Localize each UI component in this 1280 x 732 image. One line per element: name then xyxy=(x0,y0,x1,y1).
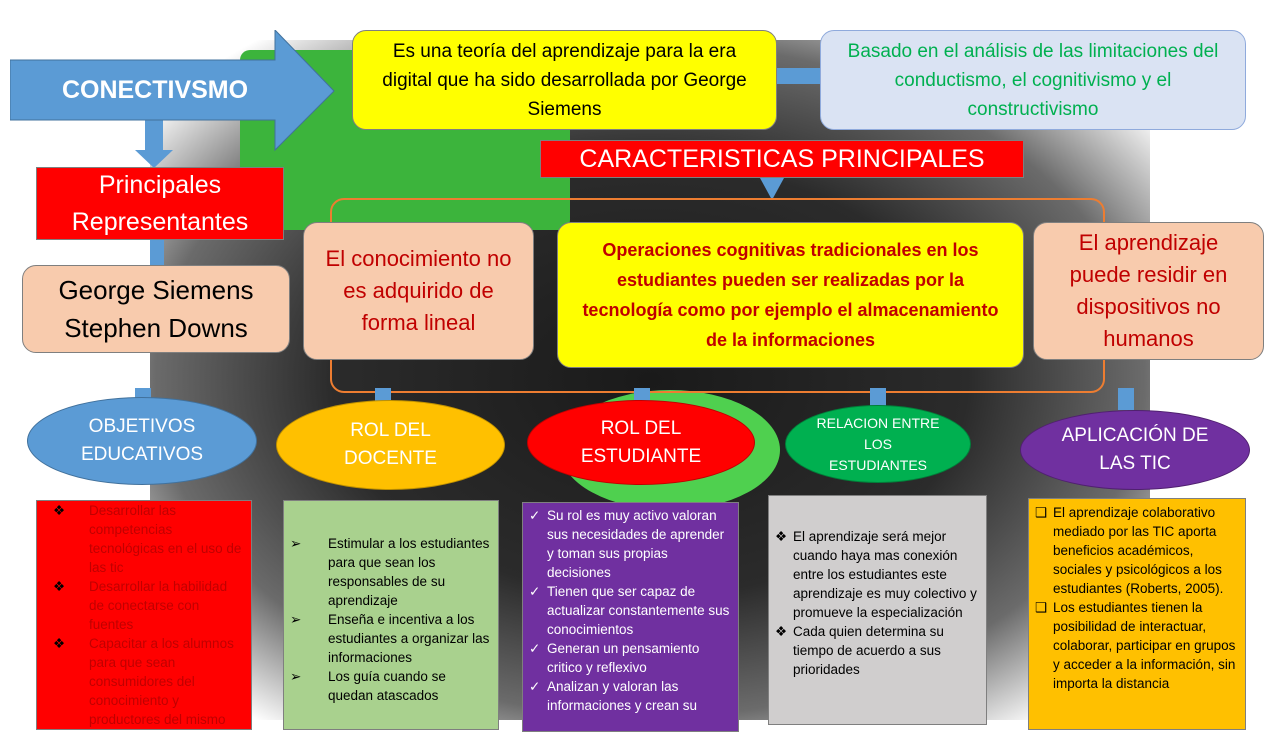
list-item: ❖ Capacitar a los alumnos para que sean consumidores del conocimiento y productores del mismo xyxy=(53,636,234,727)
list-item: ✓ Analizan y valoran las informaciones y crean su xyxy=(529,679,698,713)
relacion-list xyxy=(768,495,987,725)
category-relacion: RELACION ENTRE LOS ESTUDIANTES xyxy=(785,405,971,483)
list-item: ➢ Los guía cuando se quedan atascados xyxy=(290,669,446,703)
category-objetivos: OBJETIVOS EDUCATIVOS xyxy=(27,397,257,485)
connector xyxy=(777,68,821,84)
characteristic-box: El aprendizaje puede residir en dispositivos no humanos xyxy=(1033,222,1264,360)
list-item: ❖ El aprendizaje será mejor cuando haya mas conexión entre los estudiantes este aprendizaje es muy colectivo y promueve la especialización xyxy=(775,529,977,620)
characteristic-box: Operaciones cognitivas tradicionales en los estudiantes pueden ser realizadas por la tecnología como por ejemplo el almacenamiento de la informaciones xyxy=(557,222,1024,368)
list-item: ➢ Estimular a los estudiantes para que sean los responsables de su aprendizaje xyxy=(290,536,490,608)
category-rol-estudiante: ROL DEL ESTUDIANTE xyxy=(527,400,755,485)
title: CONECTIVSMO xyxy=(61,75,249,104)
list-item: ❖ Cada quien determina su tiempo de acuerdo a sus prioridades xyxy=(775,624,944,677)
objetivos-list xyxy=(36,500,252,730)
connector-arrow xyxy=(135,150,173,168)
list-item: ❖ Desarrollar las competencias tecnológicas en el uso de las tic xyxy=(53,503,242,575)
list-item: ❖ Desarrollar la habilidad de conectarse con fuentes xyxy=(53,579,228,632)
rol-estudiante-list xyxy=(522,502,739,732)
category-rol-docente: ROL DEL DOCENTE xyxy=(276,400,505,490)
category-aplicacion: APLICACIÓN DE LAS TIC xyxy=(1020,410,1250,490)
list-item: ✓ Tienen que ser capaz de actualizar constantemente sus conocimientos xyxy=(529,584,730,637)
list-item: ❑ Los estudiantes tienen la posibilidad de interactuar, colaborar, participar en grupos y acceder a la información, sin importa la distancia xyxy=(1035,600,1236,691)
representative-name: George Siemens xyxy=(58,275,254,305)
characteristics-title: CARACTERISTICAS PRINCIPALES xyxy=(540,140,1024,178)
list-item: ✓ Generan un pensamiento critico y reflexivo xyxy=(529,641,700,675)
characteristic-box: El conocimiento no es adquirido de forma lineal xyxy=(303,222,534,360)
basis-box: Basado en el análisis de las limitaciones del conductismo, el cognitivismo y el constructivismo xyxy=(820,30,1246,130)
list-item: ✓ Su rol es muy activo valoran sus necesidades de aprender y toman sus propias decisiones xyxy=(529,508,725,580)
rol-docente-list xyxy=(283,500,499,730)
list-item: ➢ Enseña e incentiva a los estudiantes a organizar las informaciones xyxy=(290,612,490,665)
representatives-title: Principales Representantes xyxy=(36,167,284,240)
aplicacion-list xyxy=(1028,498,1246,730)
connector-arrow xyxy=(760,178,784,200)
representatives-box xyxy=(22,265,290,353)
connector xyxy=(150,238,164,266)
definition-box: Es una teoría del aprendizaje para la era digital que ha sido desarrollada por George Siemens xyxy=(352,30,777,130)
list-item: ❑ El aprendizaje colaborativo mediado por las TIC aporta beneficios académicos, sociales y psicológicos a los estudiantes (Roberts, 2005). xyxy=(1035,505,1224,596)
representative-name: Stephen Downs xyxy=(64,313,248,343)
